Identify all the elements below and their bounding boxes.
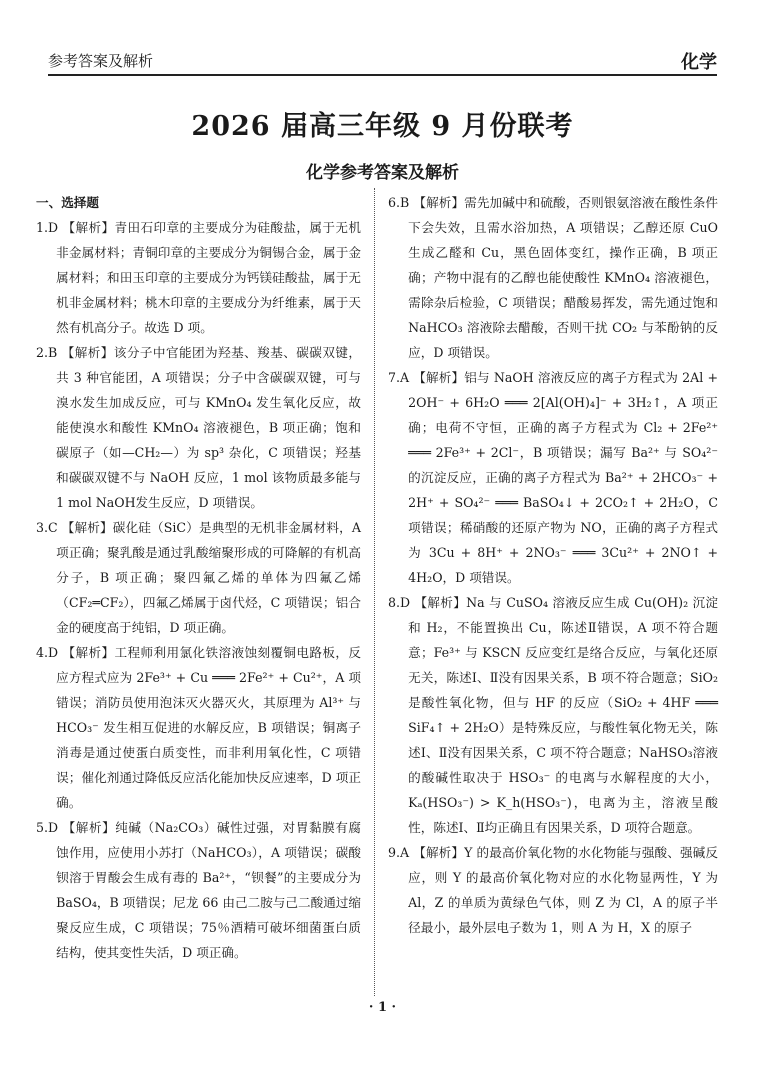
question-5: 5.D 【解析】纯碱（Na₂CO₃）碱性过强，对胃黏膜有腐蚀作用，应使用小苏打（NaHCO₃），A 项错误；碳酸钡溶于胃酸会生成有毒的 Ba²⁺，“钡餐”的主要成分为 BaSO₄，B 项错误；尼龙 66 由己二胺与己二酸通过缩聚反应生成，C 项错误；75％酒精可破坏细菌蛋白质结构，使其变性失活，D 项正确。	[36, 820, 361, 960]
right-column	[388, 190, 718, 940]
page-number: · 1 ·	[368, 1000, 397, 1015]
question-7: 7.A 【解析】铝与 NaOH 溶液反应的离子方程式为 2Al + 2OH⁻ + 6H₂O ═══ 2[Al(OH)₄]⁻ + 3H₂↑，A 项正确；电荷不守恒，正确的离子方程式为 Cl₂ + 2Fe²⁺ ═══ 2Fe³⁺ + 2Cl⁻，B 项错误；漏写 Ba²⁺ 与 SO₄²⁻ 的沉淀反应，正确的离子方程式为 Ba²⁺ + 2HCO₃⁻ + 2H⁺ + SO₄²⁻ ═══ BaSO₄↓ + 2CO₂↑ + 2H₂O，C 项错误；稀硝酸的还原产物为 NO，正确的离子方程式为 3Cu + 8H⁺ + 2NO₃⁻ ═══ 3Cu²⁺ + 2NO↑ + 4H₂O，D 项错误。	[388, 370, 718, 585]
question-8: 8.D 【解析】Na 与 CuSO₄ 溶液反应生成 Cu(OH)₂ 沉淀和 H₂，不能置换出 Cu，陈述Ⅱ错误，A 项不符合题意；Fe³⁺ 与 KSCN 反应变红是络合反应，与氧化还原无关，陈述Ⅰ、Ⅱ没有因果关系，B 项不符合题意；SiO₂ 是酸性氧化物，但与 HF 的反应（SiO₂ + 4HF ═══ SiF₄↑ + 2H₂O）是特殊反应，与酸性氧化物无关，陈述Ⅰ、Ⅱ没有因果关系，C 项不符合题意；NaHSO₃溶液的酸碱性取决于 HSO₃⁻ 的电离与水解程度的大小，Kₐ(HSO₃⁻) > K_h(HSO₃⁻)，电离为主，溶液呈酸性，陈述Ⅰ、Ⅱ均正确且有因果关系，D 项符合题意。	[388, 595, 718, 835]
left-column	[36, 190, 361, 965]
column-divider	[374, 188, 375, 996]
question-6: 6.B 【解析】需先加碱中和硫酸，否则银氨溶液在酸性条件下会失效，且需水浴加热，A 项错误；乙醇还原 CuO 生成乙醛和 Cu，黑色固体变红，操作正确，B 项正确；产物中混有的乙醇也能使酸性 KMnO₄ 溶液褪色，需除杂后检验，C 项错误；醋酸易挥发，需先通过饱和 NaHCO₃ 溶液除去醋酸，否则干扰 CO₂ 与苯酚钠的反应，D 项错误。	[388, 195, 718, 360]
question-4: 4.D 【解析】工程师利用氯化铁溶液蚀刻覆铜电路板，反应方程式应为 2Fe³⁺ + Cu ═══ 2Fe²⁺ + Cu²⁺，A 项错误；消防员使用泡沫灭火器灭火，其原理为 Al³⁺ 与 HCO₃⁻ 发生相互促进的水解反应，B 项错误；铜离子消毒是通过使蛋白质变性，而非利用氧化性，C 项错误；催化剂通过降低反应活化能加快反应速率，D 项正确。	[36, 645, 361, 810]
page-title: 2026 届高三年级 9 月份联考	[191, 111, 574, 142]
page-subtitle: 化学参考答案及解析	[306, 163, 459, 183]
question-2: 2.B 【解析】该分子中官能团为羟基、羧基、碳碳双键，共 3 种官能团，A 项错误；分子中含碳碳双键，可与溴水发生加成反应，可与 KMnO₄ 发生氧化反应，故能使溴水和酸性 KMnO₄ 溶液褪色，B 项正确；饱和碳原子（如—CH₂—）为 sp³ 杂化，C 项错误；羟基和碳碳双键不与 NaOH 反应，1 mol 该物质最多能与 1 mol NaOH发生反应，D 项错误。	[36, 345, 361, 510]
section-heading: 一、选择题	[36, 195, 99, 210]
question-3: 3.C 【解析】碳化硅（SiC）是典型的无机非金属材料，A 项正确；聚乳酸是通过乳酸缩聚形成的可降解的有机高分子，B 项正确；聚四氟乙烯的单体为四氟乙烯（CF₂═CF₂），四氟乙烯属于卤代烃，C 项错误；铝合金的硬度高于纯铝，D 项正确。	[36, 520, 361, 635]
question-9: 9.A 【解析】Y 的最高价氧化物的水化物能与强酸、强碱反应，则 Y 的最高价氧化物对应的水化物显两性，Y 为 Al，Z 的单质为黄绿色气体，则 Z 为 Cl，A 的原子半径最小，最外层电子数为 1，则 A 为 H，X 的原子	[388, 845, 718, 935]
header-subject: 化学	[681, 52, 717, 73]
header-left-label: 参考答案及解析	[48, 52, 154, 70]
page-header	[48, 44, 717, 76]
question-1: 1.D 【解析】青田石印章的主要成分为硅酸盐，属于无机非金属材料；青铜印章的主要成分为铜锡合金，属于金属材料；和田玉印章的主要成分为钙镁硅酸盐，属于无机非金属材料；桃木印章的主要成分为纤维素，属于天然有机高分子。故选 D 项。	[36, 220, 361, 335]
